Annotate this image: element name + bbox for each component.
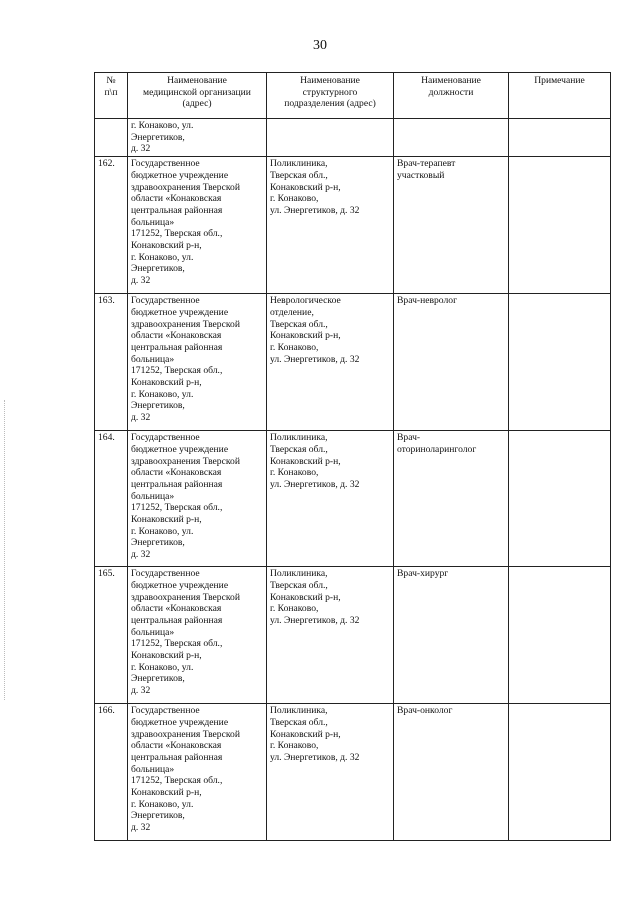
- cell-number: 166.: [95, 704, 128, 841]
- header-note: Примечание: [509, 73, 611, 119]
- cell-organization: Государственное бюджетное учреждение здравоохранения Тверской области «Конаковская центральная районная больница» 171252, Тверская обл., Конаковский р-н, г. Конаково, ул. Энергетиков, д. 32: [128, 431, 267, 567]
- cell-note: [509, 567, 611, 704]
- table-row: [95, 157, 611, 294]
- page-number: 30: [313, 38, 327, 53]
- cell-number: 162.: [95, 157, 128, 294]
- cell-number: 165.: [95, 567, 128, 704]
- cell-note: [509, 431, 611, 567]
- cell-note: [509, 704, 611, 841]
- header-number: № п\п: [95, 73, 128, 119]
- table-row-continuation: [95, 119, 611, 157]
- cell-organization: Государственное бюджетное учреждение здравоохранения Тверской области «Конаковская центральная районная больница» 171252, Тверская обл., Конаковский р-н, г. Конаково, ул. Энергетиков, д. 32: [128, 704, 267, 841]
- cell-note: [509, 157, 611, 294]
- cell-organization: Государственное бюджетное учреждение здравоохранения Тверской области «Конаковская центральная районная больница» 171252, Тверская обл., Конаковский р-н, г. Конаково, ул. Энергетиков, д. 32: [128, 294, 267, 431]
- table-row: [95, 704, 611, 841]
- table-row: [95, 431, 611, 567]
- cell-unit: Поликлиника, Тверская обл., Конаковский р-н, г. Конаково, ул. Энергетиков, д. 32: [267, 704, 394, 841]
- cell-position: Врач-онколог: [394, 704, 509, 841]
- cell-note: [509, 119, 611, 157]
- cell-position: Врач-терапевт участковый: [394, 157, 509, 294]
- cell-unit: Поликлиника, Тверская обл., Конаковский р-н, г. Конаково, ул. Энергетиков, д. 32: [267, 431, 394, 567]
- positions-table: [94, 72, 611, 841]
- header-position: Наименование должности: [394, 73, 509, 119]
- cell-unit: Неврологическое отделение, Тверская обл., Конаковский р-н, г. Конаково, ул. Энергетиков, д. 32: [267, 294, 394, 431]
- cell-number: 164.: [95, 431, 128, 567]
- cell-unit: [267, 119, 394, 157]
- cell-organization: Государственное бюджетное учреждение здравоохранения Тверской области «Конаковская центральная районная больница» 171252, Тверская обл., Конаковский р-н, г. Конаково, ул. Энергетиков, д. 32: [128, 567, 267, 704]
- cell-position: Врач-хирург: [394, 567, 509, 704]
- cell-note: [509, 294, 611, 431]
- cell-position: [394, 119, 509, 157]
- cell-position: Врач- оториноларинголог: [394, 431, 509, 567]
- table-row: [95, 567, 611, 704]
- table-row: [95, 294, 611, 431]
- cell-unit: Поликлиника, Тверская обл., Конаковский р-н, г. Конаково, ул. Энергетиков, д. 32: [267, 157, 394, 294]
- cell-organization: г. Конаково, ул. Энергетиков, д. 32: [128, 119, 267, 157]
- cell-unit: Поликлиника, Тверская обл., Конаковский р-н, г. Конаково, ул. Энергетиков, д. 32: [267, 567, 394, 704]
- cell-position: Врач-невролог: [394, 294, 509, 431]
- scan-margin-marks: [4, 400, 7, 700]
- cell-organization: Государственное бюджетное учреждение здравоохранения Тверской области «Конаковская центральная районная больница» 171252, Тверская обл., Конаковский р-н, г. Конаково, ул. Энергетиков, д. 32: [128, 157, 267, 294]
- cell-number: [95, 119, 128, 157]
- cell-number: 163.: [95, 294, 128, 431]
- header-organization: Наименование медицинской организации (адрес): [128, 73, 267, 119]
- table-header-row: [95, 73, 611, 119]
- header-unit: Наименование структурного подразделения (адрес): [267, 73, 394, 119]
